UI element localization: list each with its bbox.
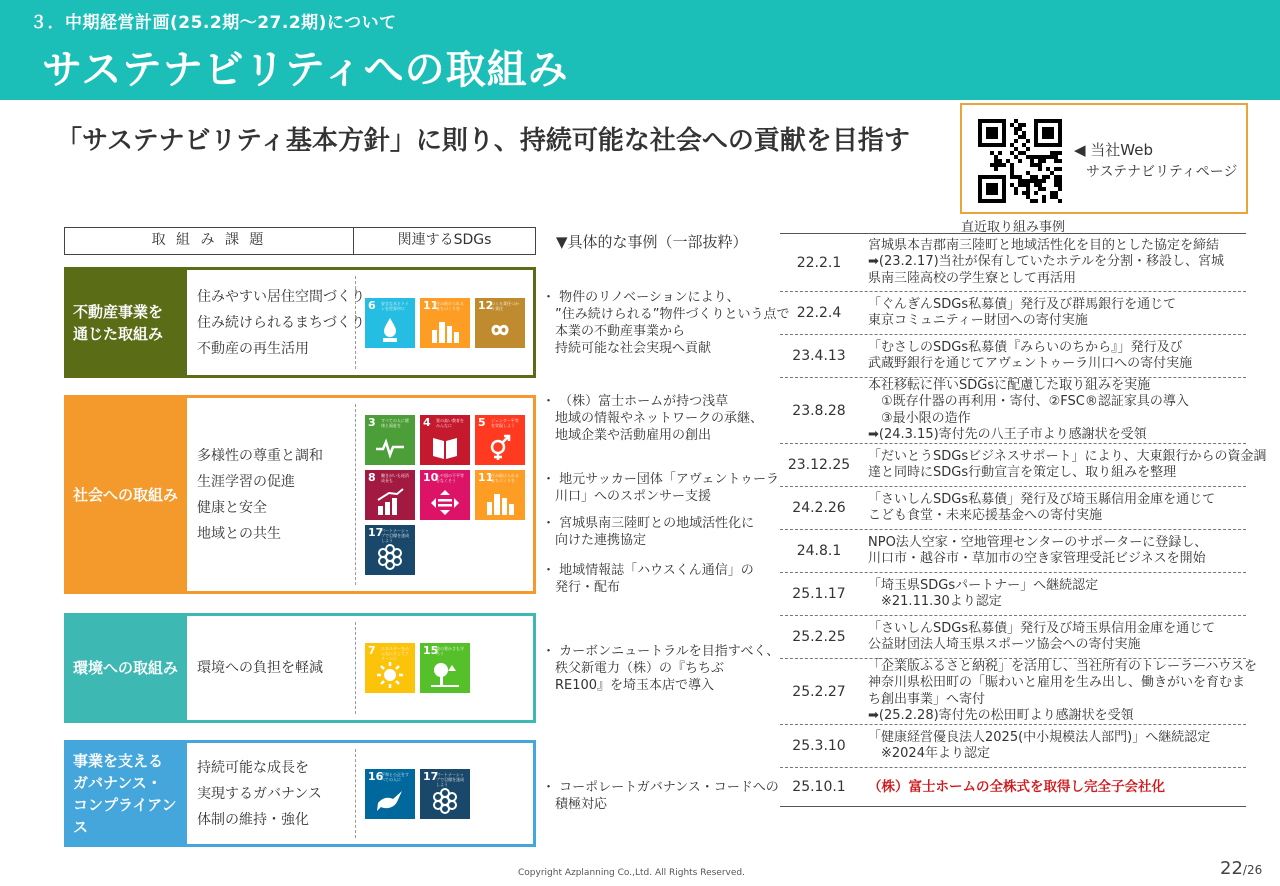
qr-caption [1074,139,1237,183]
example-item [542,779,779,813]
topic-item: 環境への負担を軽減 [197,660,323,676]
example-line: ・ コーポレートガバナンス・コードへの [542,780,779,795]
category-name [67,743,187,844]
example-line: 本業の不動産事業から [542,324,686,339]
page-total: /26 [1242,863,1263,877]
timeline-description [858,292,1246,334]
page-title: サステナビリティへの取組み [42,47,569,93]
book-icon [430,433,460,461]
sdg-number: 17 [368,525,384,539]
timeline-description [858,659,1257,724]
timeline-date: 25.10.1 [792,779,846,795]
timeline-date: 23.8.28 [792,402,846,419]
sdg-goal-text: 平和と公正をすべての人に [381,771,409,782]
example-line: ・ カーボンニュートラルを目指すべく、 [542,644,780,659]
topic-item: 不動産の再生活用 [197,340,309,357]
timeline-line: 「ぐんぎんSDGs私募債」発行及び群馬銀行を通じて [868,296,1177,312]
timeline-line: こども食堂・未来応援基金への寄付実施 [868,508,1103,523]
sdg-goal-text: 陸の豊かさも守ろう [436,646,464,656]
example-line: 地域の情報やネットワークの承継、 [542,411,764,426]
example-line: 地域企業や活動雇用の創出 [542,428,712,443]
timeline-line: ➡(24.3.15)寄付先の八王子市より感謝状を受領 [868,427,1147,442]
sdg-goal-text: つくる責任つかう責任 [491,300,519,311]
timeline-date: 23.4.13 [792,348,846,364]
topic-item: 健康と安全 [197,499,267,516]
sdg-goal-12-icon [475,298,525,348]
example-item [542,393,763,444]
timeline-line: 県南三陸高校の学生寮として再活用 [868,270,1077,286]
sdg-goal-text: パートナーシップで目標を達成しよう [381,527,410,543]
sun-icon [375,661,405,689]
sdg-goal-text: 質の高い教育をみんなに [436,417,464,428]
category-row [64,267,536,378]
sdgs-header: 関連するSDGs [397,232,492,248]
category-name-line: ガバナンス・ [73,773,162,792]
example-item [542,643,779,694]
timeline-line: 川口市・越谷市・草加市の空き家管理受託ビジネスを開始 [868,551,1206,566]
equality-icon [430,488,460,516]
sdg-goal-11-icon [475,470,525,520]
timeline-line: 本社移転に伴いSDGsに配慮した取り組みを実施 [868,377,1151,393]
column-divider [355,404,356,585]
timeline-line: 「さいしんSDGs私募債」発行及び埼玉縣信用金庫を通じて [868,491,1216,507]
timeline-highlight: （株）富士ホームの全株式を取得し完全子会社化 [868,778,1165,795]
sdg-goal-8-icon [365,470,415,520]
timeline-line: NPO法人空家・空地管理センターのサポーターに登録し、 [868,534,1208,550]
sdg-goal-6-icon [365,298,415,348]
section-label: ３．中期経営計画(25.2期～27.2期)について [30,13,397,33]
subtitle: 「サステナビリティ基本方針」に則り、持続可能な社会への貢献を目指す [56,126,910,156]
sdg-goal-text: 人や国の不平等をなくそう [436,472,464,483]
sdg-icons [365,270,535,375]
example-line: 積極対応 [542,797,608,812]
topic-item: 住み続けられるまちづくり [197,314,365,331]
example-item [542,471,779,505]
sdg-goal-text: すべての人に健康と福祉を [381,417,409,428]
qr-code-icon[interactable] [978,119,1062,203]
timeline-date: 25.1.17 [792,586,846,602]
timeline-date: 25.3.10 [792,738,846,754]
sdg-number: 3 [368,415,376,429]
category-name [67,616,187,720]
column-headers [64,227,536,255]
timeline-description [858,768,1246,806]
example-line: ・ 物件のリノベーションにより、 [542,290,740,305]
timeline-description [858,378,1246,443]
sdg-number: 17 [423,769,439,783]
category-row [64,740,536,847]
sdg-number: 11 [423,298,439,312]
timeline-description [858,530,1246,572]
dove-icon [375,787,405,815]
sdg-number: 12 [478,298,494,312]
sdg-goal-3-icon [365,415,415,465]
category-name-line: コンプライアンス [73,795,177,836]
topic-item: 多様性の尊重と調和 [197,447,323,464]
category-name-line: 環境への取組み [73,659,179,677]
topic-item: 体制の維持・強化 [197,811,309,828]
timeline-row [780,658,1257,725]
timeline-line: 「むさしのSDGs私募債『みらいのちから』」発行及び [868,339,1183,355]
sdg-goal-11-icon [420,298,470,348]
heartbeat-icon [375,433,405,461]
timeline-description [858,487,1246,529]
partnership-icon [375,543,405,571]
sdg-number: 5 [478,415,486,429]
category-row [64,613,536,723]
example-line: 秩父新電力（株）の『ちちぶ [542,661,725,676]
timeline-line: ③最小限の造作 [868,410,971,426]
qr-caption-line2: サステナビリティページ [1086,164,1238,180]
sdg-goal-5-icon [475,415,525,465]
timeline-line: 「さいしんSDGs私募債」発行及び埼玉県信用金庫を通じて [868,620,1216,636]
timeline-line: 公益財団法人埼玉県スポーツ協会への寄付実施 [868,637,1141,652]
example-line: 発行・配布 [542,580,621,595]
example-line: ・ 宮城県南三陸町との地域活性化に [542,516,755,531]
gender-icon [485,433,515,461]
sdg-number: 7 [368,644,376,657]
qr-caption-line1: ◀ 当社Web [1074,141,1154,159]
timeline-line: 「だいとうSDGsビジネスサポート」により、大東銀行からの資金調 [868,448,1267,464]
category-name-line: 通じた取組み [73,324,164,343]
theme-header: 取 組 み 課 題 [65,228,354,254]
category-topics [197,270,365,375]
category-name-line: 不動産事業を [73,302,164,321]
timeline-row [780,444,1267,487]
example-line: 持続可能な社会実現へ貢献 [542,341,712,356]
city-icon [485,488,515,516]
sdg-goal-text: ジェンダー平等を実現しよう [491,417,519,428]
timeline-row [780,530,1246,573]
example-item [542,562,754,596]
timeline-row [780,335,1246,378]
timeline-line: ※21.11.30より認定 [868,594,1002,609]
timeline-line: ➡(25.2.28)寄付先の松田町より感謝状を受領 [868,708,1134,723]
sdg-number: 15 [423,644,439,657]
sdg-goal-text: 働きがいも経済成長も [381,472,409,483]
sdg-icons [365,743,535,844]
timeline-row [780,487,1246,530]
timeline-line: 武蔵野銀行を通じてアヴェントゥーラ川口への寄付実施 [868,356,1193,371]
sdg-goal-7-icon [365,643,415,693]
copyright: Copyright Azplanning Co.,Ltd. All Rights Reserved. [518,868,745,878]
qr-box [960,103,1248,214]
sdg-number: 4 [423,415,431,429]
city-icon [430,316,460,344]
timeline-line: 達と同時にSDGs行動宣言を策定し、取り組みを整理 [868,465,1177,480]
timeline-table [780,233,1267,807]
example-line: ”住み続けられる”物件づくりという点で [542,307,790,322]
sdg-goal-16-icon [365,769,415,819]
column-divider [355,749,356,838]
sdg-goal-15-icon [420,643,470,693]
timeline-line: 神奈川県松田町の「賑わいと雇用を生み出し、働きがいを育むま [868,675,1246,690]
category-name [67,398,187,591]
timeline-line: 東京コミュニティー財団への寄付実施 [868,313,1088,328]
timeline-line: ち創出事業」へ寄付 [868,691,986,707]
example-line: 川口」へのスポンサー支援 [542,489,712,504]
category-topics [197,743,322,844]
timeline-line: ※2024年より認定 [868,746,990,761]
timeline-description [858,234,1246,291]
sdg-number: 6 [368,298,376,312]
topic-item: 実現するガバナンス [197,785,322,802]
topic-item: 地域との共生 [197,525,281,542]
tree-icon [430,661,460,689]
sdg-number: 8 [368,470,376,484]
timeline-line: ①既存什器の再利用・寄付、②FSC®認証家具の導入 [868,394,1189,409]
sdg-number: 10 [423,470,439,484]
example-line: ・ 地元サッカー団体「アヴェントゥーラ [542,472,780,487]
timeline-date: 22.2.4 [796,305,842,321]
topic-item: 生涯学習の促進 [197,473,295,490]
timeline-description [858,725,1246,767]
topic-item: 持続可能な成長を [197,759,309,776]
timeline-row [780,573,1246,616]
examples-heading: ▼具体的な事例（一部抜粋） [556,233,748,251]
column-divider [355,276,356,369]
sdg-goal-17-icon [365,525,415,575]
timeline-row [780,725,1246,768]
timeline-description [858,444,1266,486]
example-line: ・ （株）富士ホームが持つ浅草 [542,394,729,409]
page-current: 22 [1220,858,1243,879]
page-number [1220,858,1262,879]
timeline-line: 「健康経営優良法人2025(中小規模法人部門)」へ継続認定 [868,729,1211,745]
timeline-title: 直近取り組み事例 [960,220,1065,235]
timeline-line: 「企業版ふるさと納税」を活用し、当社所有のトレーラーハウスを [868,658,1257,674]
column-divider [355,622,356,714]
growth-icon [375,488,405,516]
timeline-date: 22.2.1 [796,254,842,271]
sdg-goal-text: パートナーシップで目標を達成しよう [436,771,465,787]
timeline-date: 24.8.1 [796,543,842,559]
example-line: 向けた連携協定 [542,533,647,548]
timeline-description [858,335,1246,377]
timeline-date: 25.2.25 [792,629,846,645]
timeline-date: 24.2.26 [792,500,846,516]
timeline-description [858,573,1246,615]
timeline-line: 「埼玉県SDGsパートナー」へ継続認定 [868,577,1099,593]
infinity-icon [485,316,515,344]
category-name-line: 社会への取組み [73,485,179,504]
sdg-goal-17-icon [420,769,470,819]
sdg-goal-text: 住み続けられるまちづくりを [436,300,464,311]
sdg-goal-text: エネルギーをみんなにそしてクリーンに [381,646,409,661]
sdg-icons [365,398,535,591]
sdg-goal-text: 安全な水とトイレを世界中に [381,300,409,311]
timeline-row [780,378,1246,444]
category-topics [197,398,323,591]
example-line: RE100』を埼玉本店で導入 [542,678,715,693]
topic-item: 住みやすい居住空間づくり [197,288,365,305]
sdg-number: 16 [368,769,384,783]
water-icon [375,316,405,344]
sdg-icons [365,616,535,720]
example-item [542,289,789,357]
category-topics [197,616,323,720]
header-banner [0,0,1280,100]
timeline-row [780,768,1246,806]
timeline-description [858,616,1246,658]
sdg-goal-10-icon [420,470,470,520]
sdg-goal-text: 住み続けられるまちづくりを [491,472,519,483]
sdg-goal-4-icon [420,415,470,465]
partnership-icon [430,787,460,815]
category-name-line: 事業を支える [73,751,164,770]
sdg-number: 11 [478,470,494,484]
category-name [67,270,187,375]
example-line: ・ 地域情報誌「ハウスくん通信」の [542,563,754,578]
timeline-line: 宮城県本吉郡南三陸町と地域活性化を目的とした協定を締結 [868,237,1220,253]
timeline-line: ➡(23.2.17)当社が保有していたホテルを分割・移設し、宮城 [868,254,1225,270]
timeline-row [780,616,1246,659]
timeline-row [780,292,1246,335]
example-item [542,515,754,549]
timeline-date: 23.12.25 [787,457,851,473]
timeline-row [780,234,1246,292]
category-row [64,395,536,594]
timeline-date: 25.2.27 [792,683,846,700]
